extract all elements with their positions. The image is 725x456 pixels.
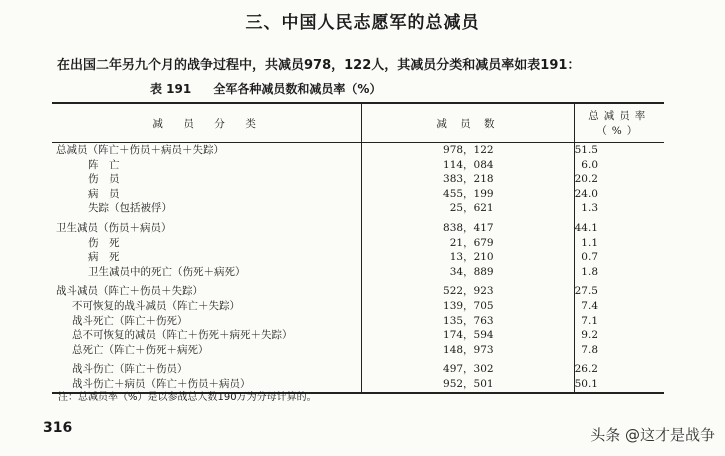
- rate-cell: 7.8: [581, 343, 598, 356]
- table-row: [52, 284, 664, 299]
- count-cell: 174，594: [362, 328, 574, 343]
- category-cell: 病 死: [52, 250, 362, 265]
- category-cell: 战斗死亡（阵亡＋伤死）: [52, 314, 362, 329]
- category-cell: 伤 员: [52, 172, 362, 187]
- table-row: [52, 187, 664, 202]
- count-cell: 455，199: [362, 187, 574, 202]
- category-cell: 总死亡（阵亡＋伤死＋病死）: [52, 343, 362, 358]
- table-row: [52, 343, 664, 358]
- category-cell: 失踪（包括被俘）: [52, 201, 362, 216]
- watermark: 头条 @这才是战争: [590, 426, 715, 444]
- table-row: [52, 201, 664, 216]
- rate-cell: 20.2: [574, 173, 598, 186]
- rate-cell: 51.5: [574, 144, 598, 156]
- rate-cell: 44.1: [574, 221, 598, 234]
- rate-cell: 1.3: [581, 202, 598, 215]
- table-row: [52, 158, 664, 173]
- table-caption: [150, 80, 399, 97]
- count-cell: 978，122: [362, 143, 574, 158]
- header-category: 减 员 分 类: [52, 103, 362, 143]
- rate-cell: 1.1: [581, 236, 598, 249]
- count-cell: 135，763: [362, 314, 574, 329]
- section-heading: 三、中国人民志愿军的总减员: [245, 13, 480, 33]
- category-cell: 不可恢复的战斗减员（阵亡＋失踪）: [52, 299, 362, 314]
- table-row: [52, 250, 664, 265]
- rate-cell: 6.0: [581, 158, 598, 171]
- count-cell: 522，923: [362, 284, 574, 299]
- rate-cell: 7.4: [581, 299, 598, 312]
- count-cell: 21，679: [362, 236, 574, 251]
- rate-cell: 26.2: [574, 363, 598, 376]
- table-body: [52, 143, 664, 393]
- count-cell: 139，705: [362, 299, 574, 314]
- category-cell: 病 员: [52, 187, 362, 202]
- table-row: [52, 236, 664, 251]
- count-cell: 114，084: [362, 158, 574, 173]
- category-cell: 战斗伤亡（阵亡＋伤员）: [52, 362, 362, 377]
- category-cell: 卫生减员中的死亡（伤死＋病死）: [52, 265, 362, 280]
- category-cell: 伤 死: [52, 236, 362, 251]
- count-cell: 383，218: [362, 172, 574, 187]
- rate-cell: 7.1: [581, 314, 598, 327]
- table-row: [52, 362, 664, 377]
- table-row: [52, 265, 664, 280]
- category-cell: 战斗伤亡＋病员（阵亡＋伤员＋病员）: [52, 377, 362, 393]
- header-count: 减 员 数: [362, 103, 574, 143]
- count-cell: 952，501: [362, 377, 574, 393]
- category-cell: 卫生减员（伤员＋病员）: [52, 221, 362, 236]
- rate-cell: 1.8: [581, 265, 598, 278]
- table-row: [52, 143, 664, 158]
- category-cell: 战斗减员（阵亡＋伤员＋失踪）: [52, 284, 362, 299]
- category-cell: 总不可恢复的减员（阵亡＋伤死＋病死＋失踪）: [52, 328, 362, 343]
- count-cell: 34，889: [362, 265, 574, 280]
- count-cell: 25，621: [362, 201, 574, 216]
- table-number: 表 191: [150, 82, 192, 96]
- table-row: [52, 299, 664, 314]
- category-cell: 总减员（阵亡＋伤员＋病员＋失踪）: [52, 143, 362, 158]
- count-cell: 838，417: [362, 221, 574, 236]
- count-cell: 148，973: [362, 343, 574, 358]
- count-cell: 13，210: [362, 250, 574, 265]
- table-row: [52, 328, 664, 343]
- rate-cell: 27.5: [574, 285, 598, 298]
- rate-cell: 50.1: [574, 377, 598, 390]
- table-header-row: [52, 103, 664, 143]
- category-cell: 阵 亡: [52, 158, 362, 173]
- casualty-table: [52, 102, 664, 394]
- table-row: [52, 221, 664, 236]
- header-rate: 总减员率（%）: [574, 103, 664, 143]
- count-cell: 497，302: [362, 362, 574, 377]
- table-row: [52, 172, 664, 187]
- rate-cell: 0.7: [581, 251, 598, 264]
- page-number: 316: [43, 420, 73, 436]
- rate-cell: 24.0: [574, 187, 598, 200]
- intro-paragraph: 在出国二年另九个月的战争过程中，共减员978，122人，其减员分类和减员率如表191：: [57, 58, 581, 73]
- table-title: 全军各种减员数和减员率（%）: [213, 82, 382, 96]
- table-row: [52, 314, 664, 329]
- rate-cell: 9.2: [581, 329, 598, 342]
- footnote: 注：总减员率（%）是以参战总人数190万为分母计算的。: [58, 392, 317, 403]
